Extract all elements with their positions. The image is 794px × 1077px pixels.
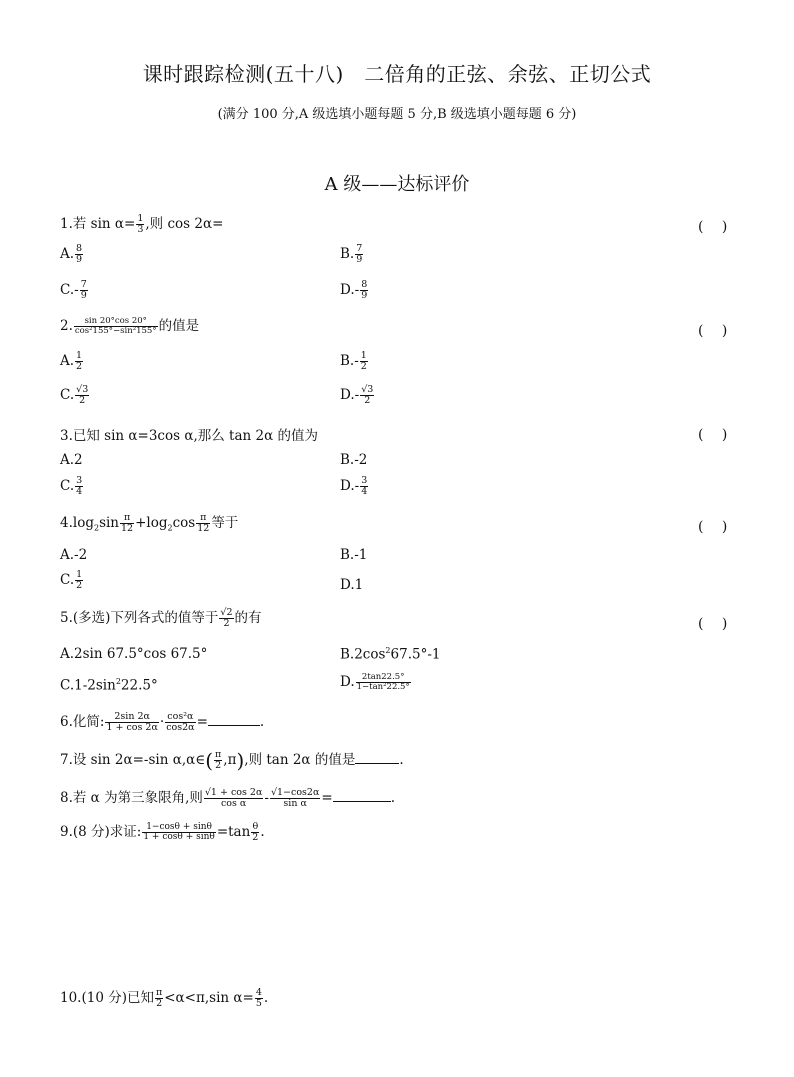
q5-stem-text-end: 的有 [234,610,262,626]
q9-text: =tan [216,824,251,840]
option-fraction [80,280,88,301]
frac-den: 4 [361,485,368,497]
frac-num: 7 [356,243,363,254]
frac-num: π [196,513,210,524]
option-sign: - [354,386,360,403]
frac-num: 3 [76,475,83,486]
q7-answer-blank[interactable] [355,751,399,764]
option-label: C. [60,281,75,298]
q2-stem-text: 2. [60,318,73,334]
q4-option-d: D.1 [340,577,364,593]
frac-den: 9 [361,289,368,301]
q4-text: sin [99,515,120,531]
q7-text: 7.设 sin 2α=-sin α,α∈ [60,752,206,768]
q7-text: ,π [223,752,237,768]
q5-option-b [340,646,440,663]
frac-num: 1 [360,350,367,361]
q4-text: cos [172,515,196,531]
frac-den: cos²155°−sin²155° [74,326,157,336]
frac-num: θ [252,821,259,833]
frac-den: 9 [76,253,83,265]
option-fraction [75,476,83,497]
q8-fraction-1 [204,788,264,809]
option-sign: - [354,352,359,369]
frac-num: 8 [76,243,83,254]
q4-fraction [196,513,210,534]
frac-den: 2 [364,394,371,406]
question-9-stem [60,820,265,843]
log-base: 2 [167,523,173,533]
frac-den: 2 [79,394,86,406]
q6-text: 6.化简: [60,714,105,730]
frac-den: 5 [255,998,262,1009]
option-label: A. [60,352,75,369]
q4-fraction [120,513,134,534]
q1-option-d [340,280,369,301]
frac-den: cos α [220,798,247,809]
frac-num: 4 [255,987,262,999]
q1-stem-text: 1.若 sin α= [60,216,136,232]
option-sign: - [74,281,79,298]
q4-option-a: A.-2 [60,547,88,563]
section-heading-a: A 级——达标评价 [324,174,470,195]
frac-num: cos²α [165,712,195,723]
q4-text: +log [135,515,168,531]
exponent: 2 [385,646,391,655]
frac-den: 2 [215,760,222,771]
frac-num: sin 20°cos 20° [74,317,158,327]
q7-text-end: ,则 tan 2α 的值是 [244,752,356,768]
option-label: D. [340,477,355,494]
frac-num: √3 [76,384,89,395]
q2-stem-text-end: 的值是 [158,318,200,334]
q8-fraction-2 [270,788,320,809]
option-fraction [75,570,83,591]
frac-den: 12 [197,523,210,534]
q3-option-d [340,476,369,497]
right-paren: ) [236,748,245,773]
exponent: 2 [115,677,121,686]
answer-paren-q4: ( ) [698,519,728,535]
option-label: D. [340,386,355,403]
q10-text: <α<π,sin α= [164,990,254,1006]
q9-fraction [142,823,215,843]
frac-den: 1−tan²22.5° [356,681,410,692]
option-text: 67.5°-1 [390,646,441,663]
answer-paren-q5: ( ) [698,616,728,632]
q9-fraction-2 [251,822,259,843]
question-10-stem [60,986,268,1009]
option-label: B. [340,245,355,262]
option-fraction [356,673,411,692]
q5-stem-text: 5.(多选)下列各式的值等于 [60,610,219,626]
frac-num: π [120,513,134,524]
question-6-stem: 6.化简: $\frac{2\sin 2\alpha}{1 + \cos 2\alpha}$ · $\frac{\text{cos²α}}{\cos 2\alpha}$ = . [60,711,265,733]
q4-option-c [60,570,84,591]
frac-den: 2 [156,998,163,1009]
frac-num: 3 [361,475,368,486]
option-fraction [355,244,363,265]
option-fraction [360,351,368,372]
option-fraction [360,385,374,406]
frac-den: 2 [223,618,230,629]
option-fraction [360,476,368,497]
frac-num: 8 [361,279,368,290]
frac-den: 2 [252,832,259,843]
question-8-stem: 8.若 α 为第三象限角,则 $\frac{√1 + \cos 2\alpha}{\text{cos α}}$ - $\frac{√1-\cos 2\alpha}{\text{sin α}}$ = . [60,787,395,809]
q9-text: 9.(8 分)求证: [60,824,142,840]
option-fraction [360,280,368,301]
q6-dot: · [159,714,165,730]
q2-option-b [340,351,369,372]
q2-option-c [60,385,90,406]
frac-num: √1−cos2α [270,787,320,799]
frac-num: 7 [80,279,87,290]
answer-paren-q1: ( ) [698,219,728,235]
q3-option-c [60,476,84,497]
frac-num: 2sin 2α [105,712,158,723]
q9-text-end: . [260,824,265,840]
frac-num: 1 [137,213,144,225]
q5-option-a: A.2sin 67.5°cos 67.5° [60,646,208,662]
option-label: C. [60,571,75,588]
q4-text: 等于 [211,515,239,531]
q6-fraction-1 [105,712,158,733]
option-label: B. [340,352,355,369]
option-fraction [75,244,83,265]
frac-num: π [155,987,163,999]
question-1-stem [60,212,223,235]
q2-stem-fraction [74,317,158,336]
frac-num: √1 + cos 2α [204,787,263,799]
q8-minus: - [264,790,269,806]
q4-text: 4.log [60,515,94,531]
q4-option-b: B.-1 [340,547,368,563]
q8-text: 8.若 α 为第三象限角,则 [60,790,203,806]
q3-option-a: A.2 [60,452,83,468]
frac-den: 2 [360,360,367,372]
q2-option-a [60,351,84,372]
question-4-stem [60,511,238,534]
page-title: 课时跟踪检测(五十八) 二倍角的正弦、余弦、正切公式 [142,62,652,86]
frac-num: 1 [76,350,83,361]
q10-fraction-1 [155,988,163,1009]
q2-option-d [340,385,375,406]
answer-paren-q2: ( ) [698,323,728,339]
option-label: D. [340,281,355,298]
option-label: A. [60,245,75,262]
q7-fraction [214,750,222,771]
q1-option-b [340,244,364,265]
question-7-stem: 7.设 sin 2α=-sin α,α∈( $\frac{\pi}{2}$ ,π),则 tan 2α 的值是 . [60,748,404,773]
q5-option-d [340,673,412,692]
frac-num: 1−cosθ + sinθ [142,823,215,833]
frac-den: 3 [137,224,144,235]
frac-den: 9 [356,253,363,265]
question-5-stem [60,606,262,629]
q5-option-c [60,677,158,694]
answer-paren-q3: ( ) [698,427,728,443]
option-label: C. [60,477,75,494]
frac-den: 4 [76,485,83,497]
option-text: C.1-2sin [60,677,116,694]
option-sign: - [354,281,360,298]
log-base: 2 [93,523,100,533]
q10-fraction-2 [255,988,263,1009]
option-label: C. [60,386,75,403]
option-fraction [75,385,89,406]
frac-den: 2 [76,360,83,372]
q6-equals: = [196,714,208,730]
q10-text-end: . [263,990,269,1006]
frac-num: √2 [220,607,233,619]
option-sign: - [354,477,360,494]
frac-num: 1 [76,569,83,580]
q6-answer-blank[interactable] [208,713,260,726]
page-subtitle: (满分 100 分,A 级选填小题每题 5 分,B 级选填小题每题 6 分) [217,107,577,122]
q1-stem-text-end: ,则 cos 2α= [145,216,224,232]
option-fraction [75,351,83,372]
q8-answer-blank[interactable] [333,789,391,802]
q5-stem-fraction [219,608,233,629]
frac-den: cos2α [166,722,195,733]
question-3-stem: 3.已知 sin α=3cos α,那么 tan 2α 的值为 [60,428,318,444]
option-text: 22.5° [120,677,158,694]
q1-option-a [60,244,84,265]
frac-num: √3 [361,384,374,395]
q1-option-c [60,280,89,301]
q6-fraction-2 [165,712,195,733]
frac-den: 12 [121,523,134,534]
frac-den: 2 [76,579,83,591]
frac-num: π [215,749,222,761]
q8-equals: = [321,790,333,806]
left-paren: ( [205,748,214,773]
question-2-stem [60,314,199,336]
frac-den: sin α [283,798,307,809]
frac-num: 2tan22.5° [356,673,411,683]
q10-text: 10.(10 分)已知 [60,990,154,1006]
frac-den: 1 + cos 2α [106,722,158,733]
option-label: D. [340,673,355,690]
frac-den: 9 [80,289,87,301]
frac-den: 1 + cosθ + sinθ [143,832,215,842]
q1-stem-fraction [136,214,144,235]
option-text: B.2cos [340,646,386,663]
q3-option-b: B.-2 [340,452,368,468]
